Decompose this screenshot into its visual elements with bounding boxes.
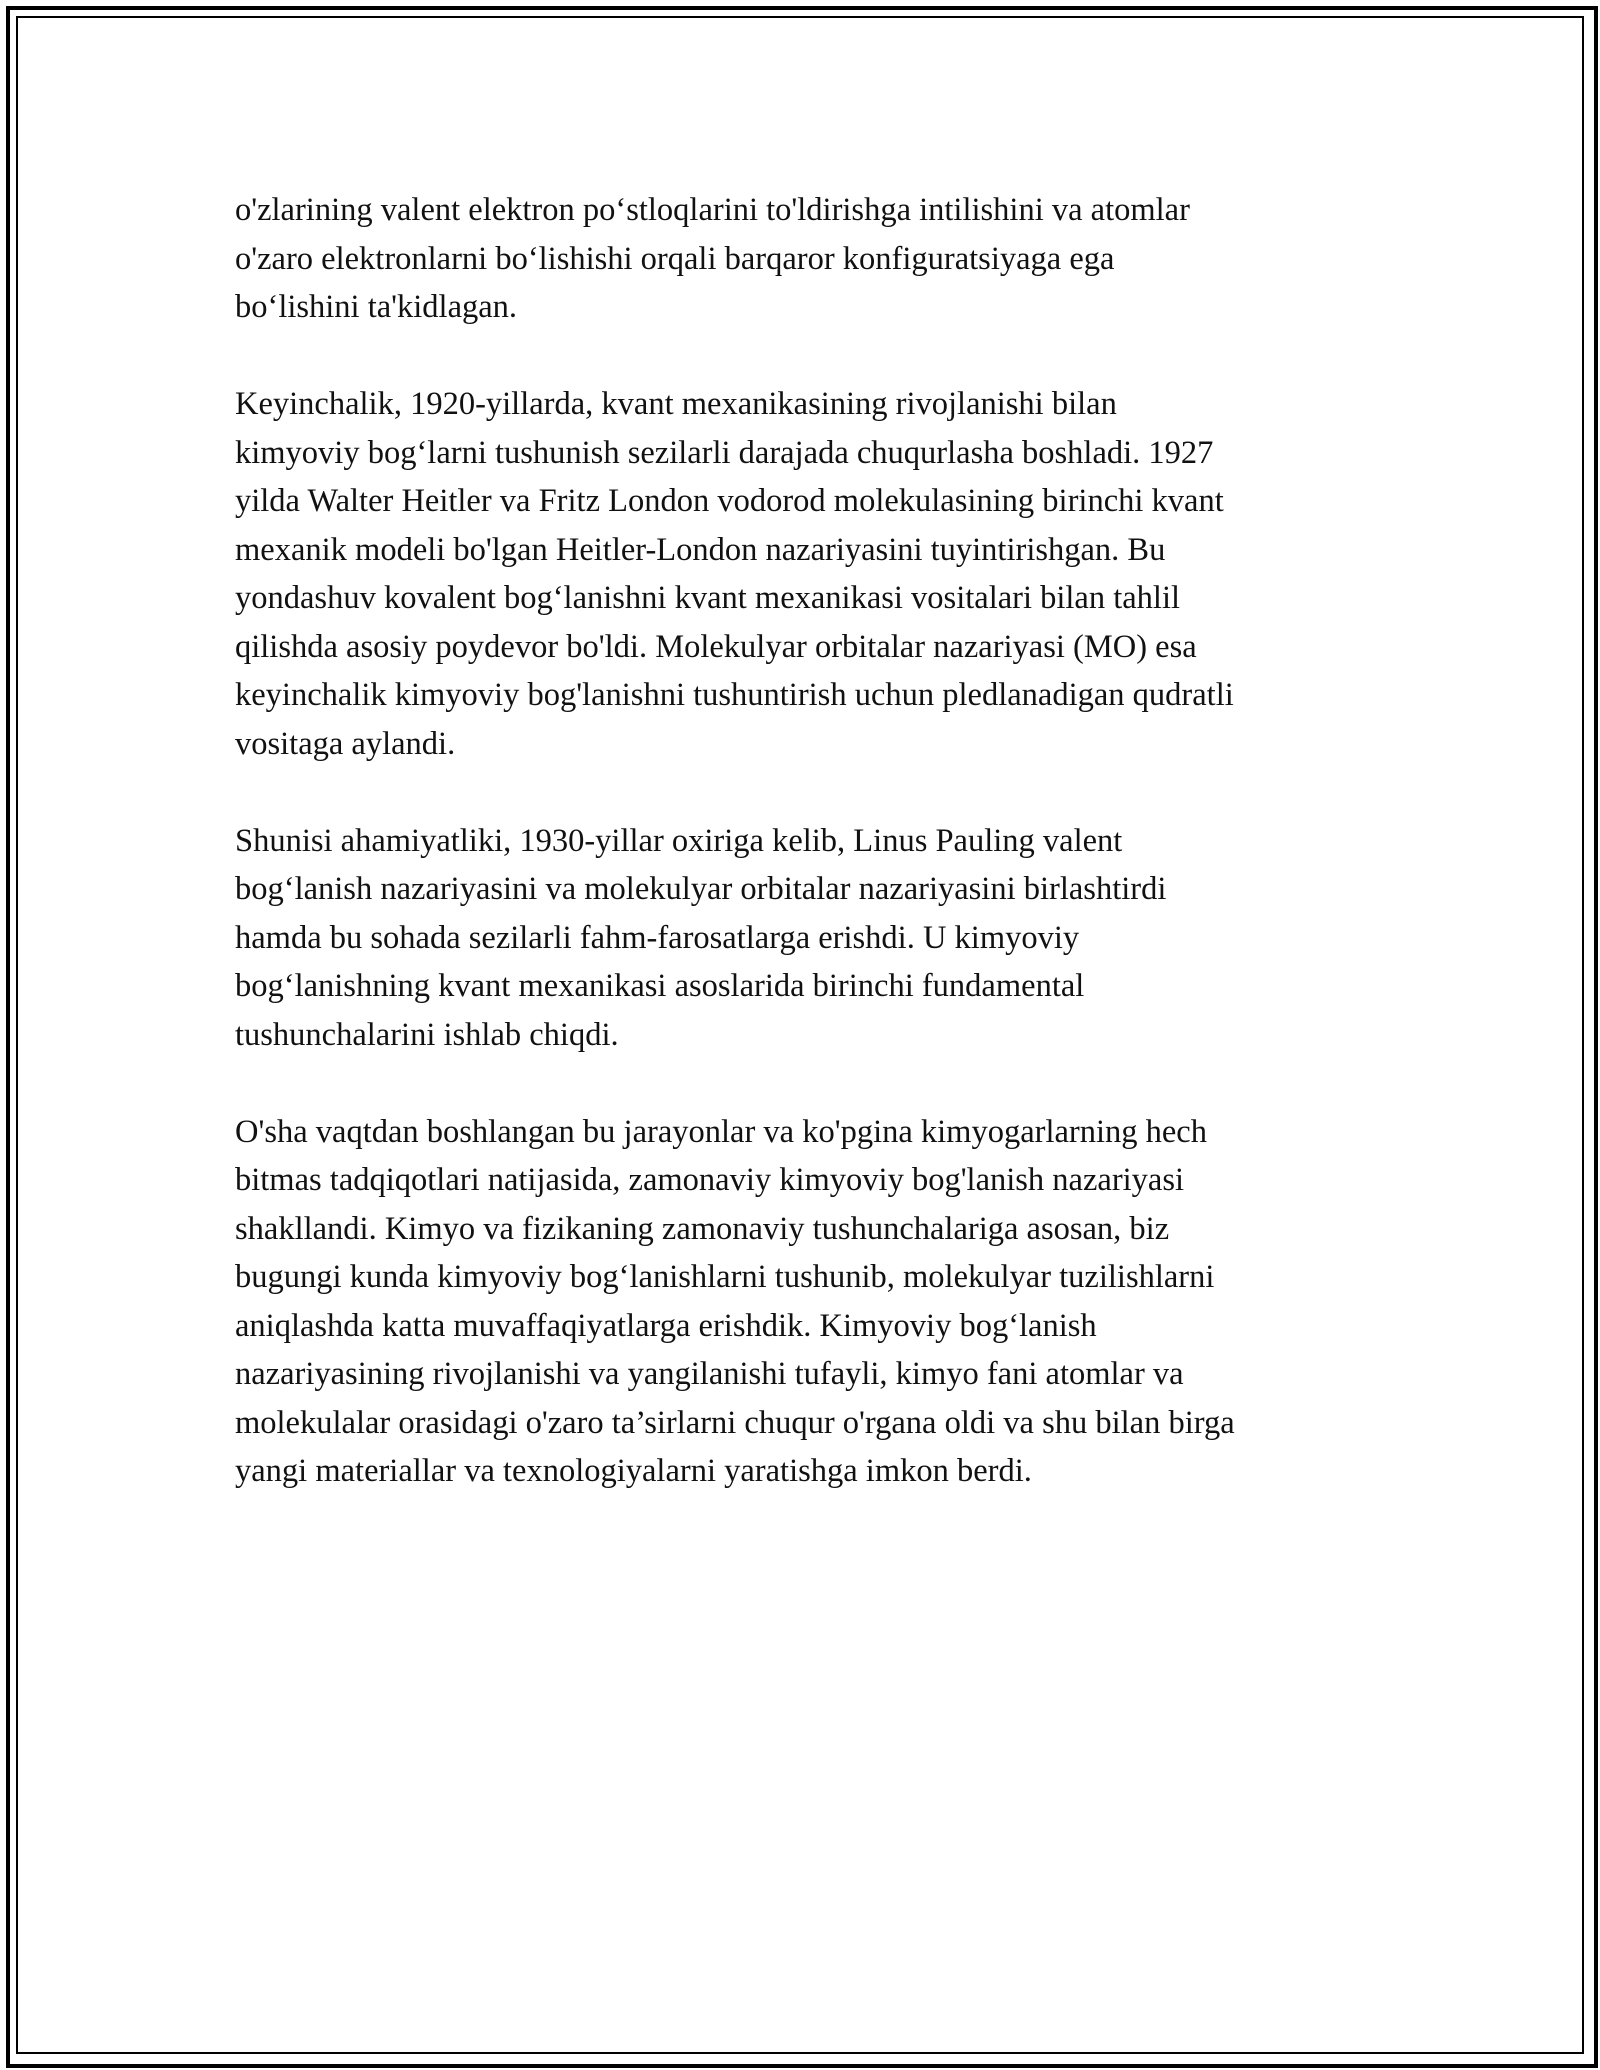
paragraph-3 — [235, 817, 1385, 1060]
document-body — [235, 186, 1385, 1544]
text-line: bugungi kunda kimyoviy bog‘lanishlarni tushunib, molekulyar tuzilishlarni — [235, 1259, 1215, 1295]
text-line: shakllandi. Kimyo va fizikaning zamonaviy tushunchalariga asosan, biz — [235, 1210, 1170, 1247]
text-line: hamda bu sohada sezilarli fahm-farosatlarga erishdi. U kimyoviy — [235, 919, 1080, 956]
text-line: keyinchalik kimyoviy bog'lanishni tushuntirish uchun pledlanadigan qudratli — [235, 677, 1234, 713]
text-line: aniqlashda katta muvaffaqiyatlarga erishdik. Kimyoviy bog‘lanish — [235, 1307, 1097, 1344]
text-line: vositaga aylandi. — [235, 725, 456, 762]
text-line: yangi materiallar va texnologiyalarni yaratishga imkon berdi. — [235, 1453, 1032, 1489]
text-line: qilishda asosiy poydevor bo'ldi. Molekulyar orbitalar nazariyasi (MO) esa — [235, 628, 1197, 665]
text-line: o'zaro elektronlarni bo‘lishishi orqali barqaror konfiguratsiyaga ega — [235, 240, 1115, 277]
text-line: Keyinchalik, 1920-yillarda, kvant mexanikasining rivojlanishi bilan — [235, 386, 1117, 422]
text-line: nazariyasining rivojlanishi va yangilanishi tufayli, kimyo fani atomlar va — [235, 1356, 1184, 1392]
text-line: Shunisi ahamiyatliki, 1930-yillar oxiriga kelib, Linus Pauling valent — [235, 822, 1123, 859]
text-line: yondashuv kovalent bog‘lanishni kvant mexanikasi vositalari bilan tahlil — [235, 580, 1181, 616]
text-line: o'zlarining valent elektron po‘stloqlarini to'ldirishga intilishini va atomlar — [235, 192, 1190, 228]
text-line: bo‘lishini ta'kidlagan. — [235, 289, 518, 325]
paragraph-4 — [235, 1108, 1385, 1496]
text-line: kimyoviy bog‘larni tushunish sezilarli darajada chuqurlasha boshladi. 1927 — [235, 434, 1214, 471]
paragraph-2 — [235, 380, 1385, 768]
text-line: O'sha vaqtdan boshlangan bu jarayonlar va ko'pgina kimyogarlarning hech — [235, 1113, 1207, 1150]
text-line: yilda Walter Heitler va Fritz London vodorod molekulasining birinchi kvant — [235, 483, 1224, 519]
text-line: mexanik modeli bo'lgan Heitler-London nazariyasini tuyintirishgan. Bu — [235, 531, 1166, 568]
text-line: bog‘lanish nazariyasini va molekulyar orbitalar nazariyasini birlashtirdi — [235, 871, 1167, 907]
text-line: tushunchalarini ishlab chiqdi. — [235, 1016, 619, 1053]
text-line: bitmas tadqiqotlari natijasida, zamonaviy kimyoviy bog'lanish nazariyasi — [235, 1162, 1185, 1198]
paragraph-1 — [235, 186, 1385, 332]
text-line: molekulalar orasidagi o'zaro ta’sirlarni chuqur o'rgana oldi va shu bilan birga — [235, 1404, 1235, 1441]
text-line: bog‘lanishning kvant mexanikasi asoslarida birinchi fundamental — [235, 968, 1085, 1004]
